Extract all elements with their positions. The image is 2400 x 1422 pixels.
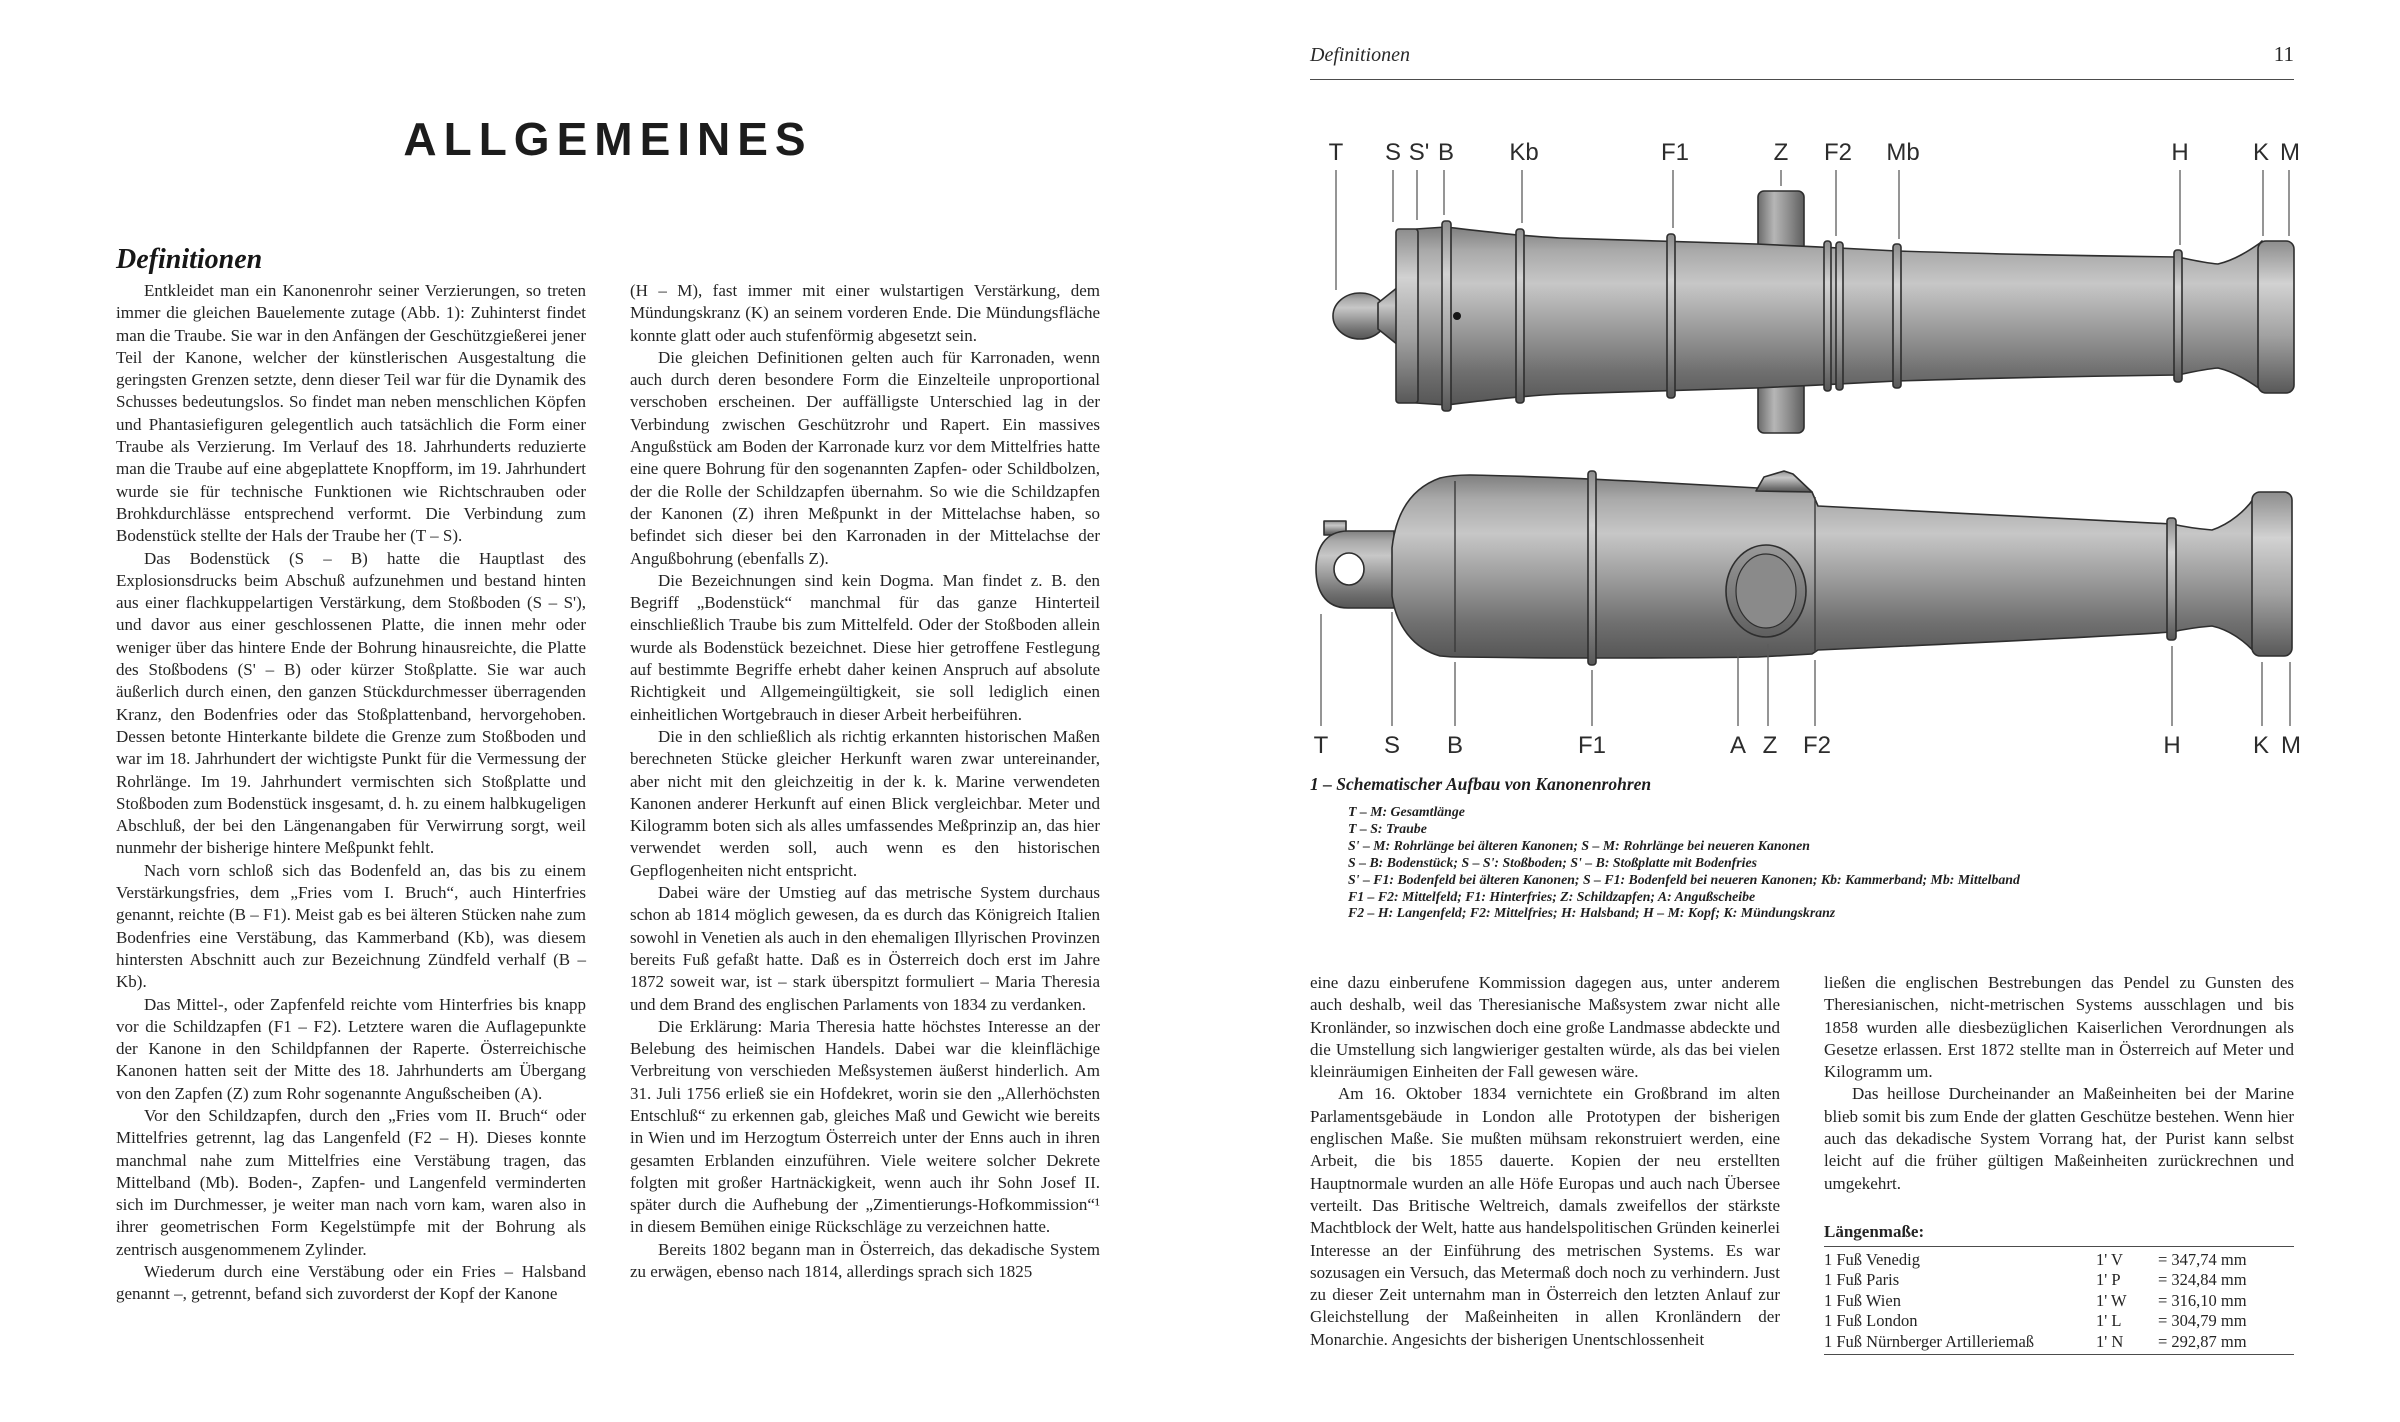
right-page-column-1 bbox=[1310, 972, 1780, 1351]
figure-label: B bbox=[1446, 732, 1464, 759]
figure-label: K bbox=[2252, 139, 2270, 166]
page-title: ALLGEMEINES bbox=[403, 113, 813, 165]
right-page-column-2 bbox=[1824, 972, 2294, 1195]
measure-name: 1 Fuß Wien bbox=[1824, 1290, 1901, 1310]
paragraph: eine dazu einberufene Kommission dagegen aus, unter anderem auch deshalb, weil das Theresianische Maßsystem zwar nicht alle Kronländer, so inzwischen doch eine große Landmasse abdeckte und die Umstellung sich langwieriger gestalten würde, als das bei vielen kleinräumigen Einheiten der Fall gewesen wäre. bbox=[1310, 973, 1780, 1082]
ring-halsband bbox=[2174, 250, 2182, 382]
measure-value: = 347,74 mm bbox=[2158, 1250, 2247, 1269]
page-number: 11 bbox=[2273, 42, 2294, 66]
figure-label: F2 bbox=[1823, 139, 1853, 166]
table-rule-bottom bbox=[1824, 1354, 2294, 1355]
measure-name: 1 Fuß Venedig bbox=[1824, 1250, 1920, 1269]
paragraph: Bereits 1802 begann man in Österreich, das dekadische System zu erwägen, ebenso nach 1814, allerdings sprach sich 1825 bbox=[630, 1239, 1100, 1282]
figure-legend bbox=[1348, 804, 2020, 922]
figure-label: S bbox=[1384, 139, 1402, 166]
vent-dot bbox=[1453, 312, 1461, 320]
figure-label: Z bbox=[1773, 139, 1789, 166]
legend-line: T – S: Traube bbox=[1348, 820, 1427, 836]
measure-value: = 292,87 mm bbox=[2158, 1331, 2247, 1351]
figure-label: A bbox=[1729, 732, 1747, 759]
ring-hinterfries-carronade bbox=[1588, 471, 1596, 665]
figure-carronade bbox=[1316, 471, 2292, 665]
figure-label: M bbox=[2281, 732, 2301, 759]
muzzle-face bbox=[2258, 241, 2294, 393]
cascabel-neck bbox=[1378, 287, 1398, 345]
section-heading: Definitionen bbox=[116, 244, 263, 275]
ring-hinterfries bbox=[1667, 234, 1675, 398]
ring-bodenfries bbox=[1442, 221, 1451, 411]
measure-symbol: 1' V bbox=[2096, 1250, 2123, 1269]
paragraph: Die Erklärung: Maria Theresia hatte höchstes Interesse an der Belebung des heimischen Handels. Dabei war die kleinflächige Verbreitung von verschieden Meßsystemen äußerst hinderlich. Am 31. Juli 1756 erließ sie ein Hofdekret, worin sie den „Allerhöchsten Entschluß“ zu erkennen gab, gleiches Maß und Gewicht wie bereits in Wien und im Herzogtum Österreich unter der Enns auch in ihren gesamten Erblanden einzuführen. Viele weitere solcher Dekrete folgten mit großer Hartnäckigkeit, wenn auch ihr Sohn Josef II. später durch die Aufhebung der „Zimentierungs-Hofkommission“¹ in diesem Bemühen einige Rückschläge zu verzeichnen hatte. bbox=[630, 1016, 1100, 1237]
breech-plate bbox=[1396, 229, 1418, 403]
figure-label: S' bbox=[1408, 139, 1430, 166]
ring-mittelband bbox=[1893, 244, 1901, 388]
paragraph: Die Bezeichnungen sind kein Dogma. Man findet z. B. den Begriff „Bodenstück“ manchmal für das ganze Hinterteil einschließlich Traube bis zum Mittelfeld. Oder der Stoßboden allein wurde als Bodenstück bezeichnet. Diese hier getroffene Festlegung auf bestimmte Begriffe erhebt daher keinen Anspruch auf absolute Richtigkeit und Allgemeingültigkeit, sie soll lediglich einen einheitlichen Wortgebrauch in dieser Arbeit herbeiführen. bbox=[630, 570, 1100, 724]
legend-line: F1 – F2: Mittelfeld; F1: Hinterfries; Z: Schildzapfen; A: Angußscheibe bbox=[1348, 888, 1756, 904]
paragraph: ließen die englischen Bestrebungen das Pendel zu Gunsten des Theresianischen, nicht-metrischen Systems ausschlagen und bis 1858 wurden alle diesbezüglichen Kaiserlichen Verordnungen als Gesetze erlassen. Erst 1872 stellte man in Österreich auf Meter und Kilogramm um. bbox=[1824, 973, 2294, 1082]
figure-label: T bbox=[1313, 732, 1329, 759]
paragraph: Die in den schließlich als richtig erkannten historischen Maßen berechneten Stücke gleicher Herkunft waren zwar untereinander, aber nicht mit den gleichzeitig in der k. k. Marine verwendeten Kanonen anderer Herkunft auf einen Blick vergleichbar. Meter und Kilogramm boten sich als alles umfassendes Meßprinzip an, das hier verwendet werden soll, auch wenn es den historischen Gepflogenheiten nicht entspricht. bbox=[630, 726, 1100, 880]
ring-halsband-carronade bbox=[2167, 518, 2176, 640]
figure-caption: 1 – Schematischer Aufbau von Kanonenrohren bbox=[1310, 774, 1652, 794]
figure-label: F1 bbox=[1660, 139, 1690, 166]
legend-line: F2 – H: Langenfeld; F2: Mittelfries; H: Halsband; H – M: Kopf; K: Mündungskranz bbox=[1348, 905, 1836, 921]
table-row bbox=[1824, 1311, 2294, 1331]
paragraph: Entkleidet man ein Kanonenrohr seiner Verzierungen, so treten immer die gleichen Bauelemente zutage (Abb. 1): Zuhinterst findet man die Traube. Sie war in den Anfängen der Geschützgießerei jener Teil der Kanone, welcher der künstlerischen Ausgestaltung die geringsten Grenzen setzte, denn dieser Teil war für die Dynamik des Schusses bedeutungslos. So findet man neben menschlichen Köpfen und Phantasiefiguren gelegentlich auch tatsächlich die Form einer Traube als Verzierung. Im Verlauf des 18. Jahrhunderts reduzierte man die Traube auf eine abgeplattete Knopfform, im 19. Jahrhundert wurde sie für technische Funktionen wie Richtschrauben oder Brohkdurchlässe entsprechend verformt. Die Verbindung zum Bodenstück stellte der Hals der Traube her (T – S). bbox=[116, 281, 586, 546]
paragraph: Das Mittel-, oder Zapfenfeld reichte vom Hinterfries bis knapp vor die Schildzapfen (F1 – F2). Letztere waren die Auflagepunkte der Kanone in den Schildpfannen der Raperte. Österreichische Kanonen hatten seit der Mitte des 18. Jahrhunderts am Übergang von den Zapfen (Z) zum Rohr sogenannte Angußscheiben (A). bbox=[116, 994, 586, 1103]
ring-mittelfries-2 bbox=[1836, 242, 1843, 390]
paragraph: Vor den Schildzapfen, durch den „Fries vom II. Bruch“ oder Mittelfries getrennt, lag das Langenfeld (F2 – H). Dieses konnte manchmal nahe zum Mittelfries eine Verstäbung tragen, das Mittelband (Mb). Boden-, Zapfen- und Langenfeld verminderten sich im Durchmesser, je weiter man nach vorn kam, waren also in ihrer geometrischen Form Kegelstümpfe mit der Bohrung als zentrisch ausgenommenem Zylinder. bbox=[116, 1105, 586, 1259]
cannon-schematic-figure bbox=[1290, 120, 2320, 770]
paragraph: Die gleichen Definitionen gelten auch für Karronaden, wenn auch durch deren besondere Form die Einzelteile unproportional verschoben erscheinen. Der auffälligste Unterschied lag in der Verbindung zwischen Geschützrohr und Rapert. Ein massives Angußstück am Boden der Karronade kurz vor dem Mittelfries hatte eine quere Bohrung für den sogenannten Zapfen- oder Schildbolzen, der die Rolle der Schildzapfen übernahm. So wie die Schildzapfen der Kanonen (Z) ihren Meßpunkt in der Mittelachse haben, so befindet sich dieser bei den Karronaden in der Mittelachse der Angußbohrung (ebenfalls Z). bbox=[630, 347, 1100, 568]
figure-label: F1 bbox=[1577, 732, 1607, 759]
measure-symbol: 1' L bbox=[2096, 1311, 2122, 1331]
angus-disc-bore bbox=[1736, 554, 1796, 628]
left-page-column-1 bbox=[116, 280, 586, 1306]
table-row bbox=[1824, 1270, 2294, 1290]
paragraph: Das heillose Durcheinander an Maßeinheiten bei der Marine blieb somit bis zum Ende der glatten Geschütze bestehen. Wenn hier auch das dekadische System Vorrang hat, der Purist kann selbst leicht auf die früher gültigen Maßeinheiten zurückrechnen und umgekehrt. bbox=[1824, 1084, 2294, 1193]
breeching-loop bbox=[1316, 531, 1394, 608]
muzzle-face-carronade bbox=[2252, 492, 2292, 656]
legend-line: T – M: Gesamtlänge bbox=[1348, 804, 1465, 819]
figure-label: Mb bbox=[1886, 139, 1920, 166]
table-row bbox=[1824, 1332, 2294, 1352]
paragraph: Das Bodenstück (S – B) hatte die Hauptlast des Explosionsdrucks beim Abschuß aufzunehmen und bestand hinten aus einer flachkuppelartigen Verstärkung, dem Stoßboden (S – S'), und davor aus einer geschlossenen Platte, die innen mehr oder weniger über das hintere Ende der Bohrung hinausreichte, die Platte des Stoßbodens (S' – B) oder kürzer Stoßplatte. Sie war auch äußerlich durch einen, den ganzen Stückdurchmesser überragenden Kranz, den Bodenfries oder das Stoßplattenband, hervorgehoben. Dessen betonte Hinterkante bildete die Grenze zum Stoßboden und war im 18. Jahrhundert der wichtigste Punkt für die Vermessung der Rohrlänge. Im 19. Jahrhundert vermischten sich Stoßplatte und Stoßboden zum Bodenstück insgesamt, d. h. zu einem halbkugeligen Abschluß, der bei den Längenangaben für Verwirrung sorgt, weil nunmehr der bisherige hintere Meßpunkt fehlt. bbox=[116, 548, 586, 858]
top-labels bbox=[1329, 139, 2300, 166]
header-rule bbox=[1310, 79, 2294, 80]
table-rule-top bbox=[1824, 1246, 2294, 1247]
figure-label: T bbox=[1328, 139, 1344, 166]
figure-label: M bbox=[2280, 139, 2300, 166]
measure-name: 1 Fuß Paris bbox=[1824, 1270, 1900, 1290]
table-title: Längenmaße: bbox=[1824, 1222, 1925, 1241]
measure-name: 1 Fuß London bbox=[1824, 1311, 1918, 1331]
figure-label: H bbox=[2163, 732, 2181, 759]
figure-label: H bbox=[2171, 139, 2189, 166]
sight-block bbox=[1756, 471, 1812, 492]
left-page-column-2 bbox=[630, 280, 1100, 1283]
measure-symbol: 1' N bbox=[2096, 1331, 2124, 1351]
paragraph: Am 16. Oktober 1834 vernichtete ein Großbrand im alten Parlamentsgebäude in London alle Prototypen der bisherigen englischen Maße. Sie mußten mühsam rekonstruiert werden, eine Arbeit, die bis 1855 dauerte. Kopien der neu erstellten Hauptnormale wurden an alle Höfe Europas und auch nach Übersee verteilt. Das Britische Weltreich, damals zweifellos der stärkste Machtblock der Welt, hatte aus handelspolitischen Gründen keinerlei Interesse an der Einführung des metrischen Systems. Es war sozusagen ein Versuch, das Metermaß doch noch zu verhindern. Just zu dieser Zeit unternahm man in Österreich den letzten Anlauf zur Gleichstellung der Maßeinheiten in allen Kronländern der Monarchie. Angesichts der bisherigen Unentschlossenheit bbox=[1310, 1084, 1780, 1349]
running-header-title: Definitionen bbox=[1310, 44, 1410, 66]
figure-label: F2 bbox=[1802, 732, 1832, 759]
paragraph: Dabei wäre der Umstieg auf das metrische System durchaus schon ab 1814 möglich gewesen, da es durch das Königreich Italien sowohl in Venetien als auch in den ehemaligen Illyrischen Provinzen bereits Fuß gefaßt hatte. Daß es in Österreich doch erst im Jahre 1872 soweit war, ist – stark überspitzt formuliert – Maria Theresia und dem Brand des englischen Parlaments von 1834 zu verdanken. bbox=[630, 883, 1100, 1014]
measure-value: = 304,79 mm bbox=[2158, 1311, 2247, 1331]
paragraph: Wiederum durch eine Verstäbung oder ein Fries – Halsband genannt –, getrennt, befand sich zuvorderst der Kopf der Kanone bbox=[116, 1262, 586, 1304]
table-row bbox=[1824, 1250, 2294, 1270]
measure-value: = 316,10 mm bbox=[2158, 1290, 2247, 1310]
legend-line: S – B: Bodenstück; S – S': Stoßboden; S' – B: Stoßplatte mit Bodenfries bbox=[1348, 854, 1757, 870]
measure-value: = 324,84 mm bbox=[2158, 1270, 2247, 1290]
legend-line: S' – F1: Bodenfeld bei älteren Kanonen; S – F1: Bodenfeld bei neueren Kanonen; Kb: Kammerband; Mb: Mittelband bbox=[1348, 871, 2020, 887]
measure-symbol: 1' W bbox=[2096, 1290, 2127, 1310]
figure-label: Kb bbox=[1509, 139, 1539, 166]
table-row bbox=[1824, 1291, 2294, 1311]
paragraph: Nach vorn schloß sich das Bodenfeld an, das bis zu einem Verstärkungsfries, dem „Fries vom I. Bruch“, auch Hinterfries genannt, reichte (B – F1). Meist gab es bei älteren Stücken nahe zum Bodenfries eine Verstäbung, das Kammerband (Kb), was diesem hintersten Abschnitt auch zur Bezeichnung Zündfeld verhalf (B – Kb). bbox=[116, 860, 586, 992]
paragraph: (H – M), fast immer mit einer wulstartigen Verstärkung, dem Mündungskranz (K) an seinem vorderen Ende. Die Mündungsfläche konnte glatt oder auch stufenförmig abgesetzt sein. bbox=[630, 281, 1100, 345]
length-measures-table bbox=[1824, 1222, 2294, 1358]
figure-label: K bbox=[2252, 732, 2270, 759]
ring-mittelfries bbox=[1824, 241, 1831, 391]
carronade-body bbox=[1392, 475, 2256, 658]
figure-label: Z bbox=[1762, 732, 1778, 759]
bottom-labels bbox=[1314, 732, 2301, 759]
legend-line: S' – M: Rohrlänge bei älteren Kanonen; S – M: Rohrlänge bei neueren Kanonen bbox=[1348, 837, 1810, 853]
figure-top-cannon bbox=[1333, 191, 2294, 433]
measure-name: 1 Fuß Nürnberger Artilleriemaß bbox=[1824, 1331, 2035, 1351]
ring-kammerband bbox=[1516, 229, 1524, 403]
figure-label: S bbox=[1383, 732, 1401, 759]
figure-label: B bbox=[1437, 139, 1455, 166]
measure-symbol: 1' P bbox=[2096, 1270, 2121, 1290]
